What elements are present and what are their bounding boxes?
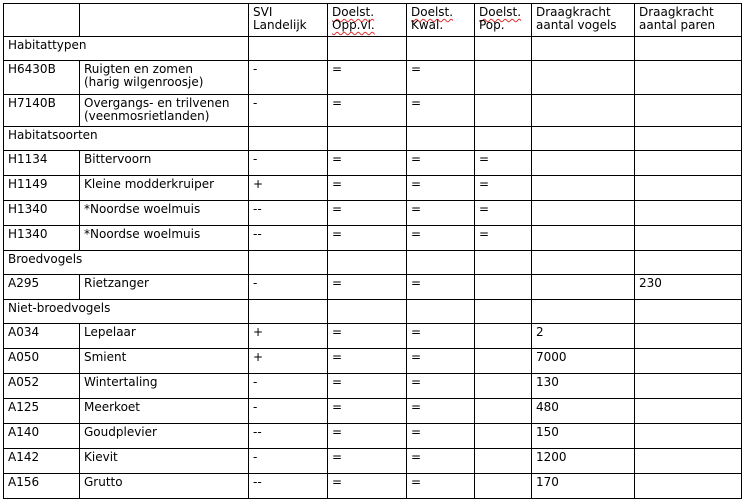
row-kwal: = — [407, 275, 475, 300]
table-row — [4, 275, 742, 300]
header-vogels — [532, 4, 635, 37]
row-pop — [475, 374, 532, 399]
row-vogels: 150 — [532, 424, 635, 449]
row-paren — [635, 95, 742, 127]
row-svi: -- — [249, 201, 328, 226]
row-kwal: = — [407, 324, 475, 349]
row-vogels — [532, 95, 635, 127]
row-name-line2: (harig wilgenroosje) — [84, 75, 204, 89]
header-opp-line2: Opp.vl. — [332, 18, 375, 32]
table-row — [4, 95, 742, 127]
row-kwal: = — [407, 61, 475, 95]
table-row — [4, 151, 742, 176]
row-kwal: = — [407, 151, 475, 176]
row-vogels — [532, 275, 635, 300]
table-row — [4, 176, 742, 201]
row-paren — [635, 151, 742, 176]
row-vogels — [532, 201, 635, 226]
row-name: Bittervoorn — [80, 151, 249, 176]
row-paren — [635, 474, 742, 499]
row-kwal: = — [407, 449, 475, 474]
row-name-line1: Ruigten en zomen — [84, 62, 193, 76]
row-name — [80, 61, 249, 95]
row-pop: = — [475, 201, 532, 226]
row-code: A125 — [4, 399, 80, 424]
row-name-line1: Overgangs- en trilvenen — [84, 96, 230, 110]
row-name: Goudplevier — [80, 424, 249, 449]
header-pop-line1: Doelst. — [479, 5, 522, 19]
row-vogels — [532, 61, 635, 95]
row-vogels — [532, 226, 635, 251]
table-row — [4, 324, 742, 349]
row-name: Meerkoet — [80, 399, 249, 424]
header-pop-line2: Pop. — [479, 18, 505, 32]
row-vogels: 2 — [532, 324, 635, 349]
table-row — [4, 61, 742, 95]
row-name: Rietzanger — [80, 275, 249, 300]
row-svi: + — [249, 324, 328, 349]
row-vogels: 7000 — [532, 349, 635, 374]
row-opp: = — [328, 449, 407, 474]
row-pop — [475, 275, 532, 300]
header-vogels-line1: Draagkracht — [536, 5, 611, 19]
row-pop: = — [475, 176, 532, 201]
row-vogels: 130 — [532, 374, 635, 399]
row-opp: = — [328, 374, 407, 399]
row-pop — [475, 95, 532, 127]
section-niet-broedvogels: Niet-broedvogels — [4, 300, 249, 324]
row-code: H1134 — [4, 151, 80, 176]
row-code: A142 — [4, 449, 80, 474]
table-row — [4, 226, 742, 251]
row-code: H6430B — [4, 61, 80, 95]
row-svi: - — [249, 275, 328, 300]
header-kwal — [407, 4, 475, 37]
row-kwal: = — [407, 424, 475, 449]
row-name: *Noordse woelmuis — [80, 201, 249, 226]
row-opp: = — [328, 324, 407, 349]
row-pop: = — [475, 151, 532, 176]
header-svi-line2: Landelijk — [253, 18, 307, 32]
row-opp: = — [328, 424, 407, 449]
row-opp: = — [328, 61, 407, 95]
header-svi — [249, 4, 328, 37]
row-paren — [635, 449, 742, 474]
section-broedvogels: Broedvogels — [4, 251, 249, 275]
header-paren-line2: aantal paren — [639, 18, 716, 32]
header-code — [4, 4, 80, 37]
header-opp-line1: Doelst. — [332, 5, 375, 19]
row-code: A140 — [4, 424, 80, 449]
row-vogels: 1200 — [532, 449, 635, 474]
row-code: H1340 — [4, 226, 80, 251]
row-svi: - — [249, 399, 328, 424]
row-kwal: = — [407, 95, 475, 127]
header-paren — [635, 4, 742, 37]
row-paren — [635, 61, 742, 95]
header-svi-line1: SVI — [253, 5, 273, 19]
row-pop: = — [475, 226, 532, 251]
table-row — [4, 449, 742, 474]
row-code: H1340 — [4, 201, 80, 226]
header-name — [80, 4, 249, 37]
row-paren — [635, 374, 742, 399]
row-opp: = — [328, 226, 407, 251]
doelen-table — [3, 3, 742, 499]
row-paren — [635, 201, 742, 226]
row-code: A052 — [4, 374, 80, 399]
table-row — [4, 349, 742, 374]
row-code: A156 — [4, 474, 80, 499]
header-kwal-line1: Doelst. — [411, 5, 454, 19]
row-pop — [475, 474, 532, 499]
section-row — [4, 37, 742, 61]
row-svi: - — [249, 151, 328, 176]
row-vogels — [532, 176, 635, 201]
row-opp: = — [328, 176, 407, 201]
row-name: Kleine modderkruiper — [80, 176, 249, 201]
row-paren: 230 — [635, 275, 742, 300]
row-pop — [475, 449, 532, 474]
header-row — [4, 4, 742, 37]
row-pop — [475, 424, 532, 449]
row-opp: = — [328, 399, 407, 424]
table-row — [4, 399, 742, 424]
table-row — [4, 374, 742, 399]
row-opp: = — [328, 275, 407, 300]
row-opp: = — [328, 349, 407, 374]
row-kwal: = — [407, 201, 475, 226]
header-paren-line1: Draagkracht — [639, 5, 714, 19]
row-kwal: = — [407, 176, 475, 201]
row-paren — [635, 349, 742, 374]
section-row — [4, 127, 742, 151]
row-pop — [475, 324, 532, 349]
row-name — [80, 95, 249, 127]
row-svi: - — [249, 95, 328, 127]
table-row — [4, 474, 742, 499]
row-kwal: = — [407, 226, 475, 251]
row-code: A050 — [4, 349, 80, 374]
section-row — [4, 300, 742, 324]
row-paren — [635, 424, 742, 449]
header-pop — [475, 4, 532, 37]
row-opp: = — [328, 474, 407, 499]
header-kwal-line2: Kwal. — [411, 18, 444, 32]
row-name-line2: (veenmosrietlanden) — [84, 109, 210, 123]
row-opp: = — [328, 201, 407, 226]
row-opp: = — [328, 95, 407, 127]
row-svi: -- — [249, 474, 328, 499]
row-name: Smient — [80, 349, 249, 374]
row-vogels: 170 — [532, 474, 635, 499]
row-code: A295 — [4, 275, 80, 300]
row-paren — [635, 324, 742, 349]
row-opp: = — [328, 151, 407, 176]
row-name: Kievit — [80, 449, 249, 474]
row-pop — [475, 61, 532, 95]
section-habitatsoorten: Habitatsoorten — [4, 127, 249, 151]
row-svi: - — [249, 374, 328, 399]
row-svi: - — [249, 449, 328, 474]
row-pop — [475, 349, 532, 374]
header-vogels-line2: aantal vogels — [536, 18, 617, 32]
table-row — [4, 424, 742, 449]
row-paren — [635, 226, 742, 251]
row-svi: + — [249, 176, 328, 201]
row-vogels — [532, 151, 635, 176]
row-code: H7140B — [4, 95, 80, 127]
row-svi: - — [249, 61, 328, 95]
row-kwal: = — [407, 349, 475, 374]
row-svi: + — [249, 349, 328, 374]
row-pop — [475, 399, 532, 424]
row-code: A034 — [4, 324, 80, 349]
row-svi: -- — [249, 424, 328, 449]
row-paren — [635, 176, 742, 201]
row-code: H1149 — [4, 176, 80, 201]
row-name: Grutto — [80, 474, 249, 499]
row-name: Wintertaling — [80, 374, 249, 399]
row-vogels: 480 — [532, 399, 635, 424]
header-opp — [328, 4, 407, 37]
section-row — [4, 251, 742, 275]
row-kwal: = — [407, 399, 475, 424]
row-kwal: = — [407, 374, 475, 399]
row-name: Lepelaar — [80, 324, 249, 349]
row-name: *Noordse woelmuis — [80, 226, 249, 251]
table-row — [4, 201, 742, 226]
row-kwal: = — [407, 474, 475, 499]
row-paren — [635, 399, 742, 424]
row-svi: -- — [249, 226, 328, 251]
section-habitattypen: Habitattypen — [4, 37, 249, 61]
